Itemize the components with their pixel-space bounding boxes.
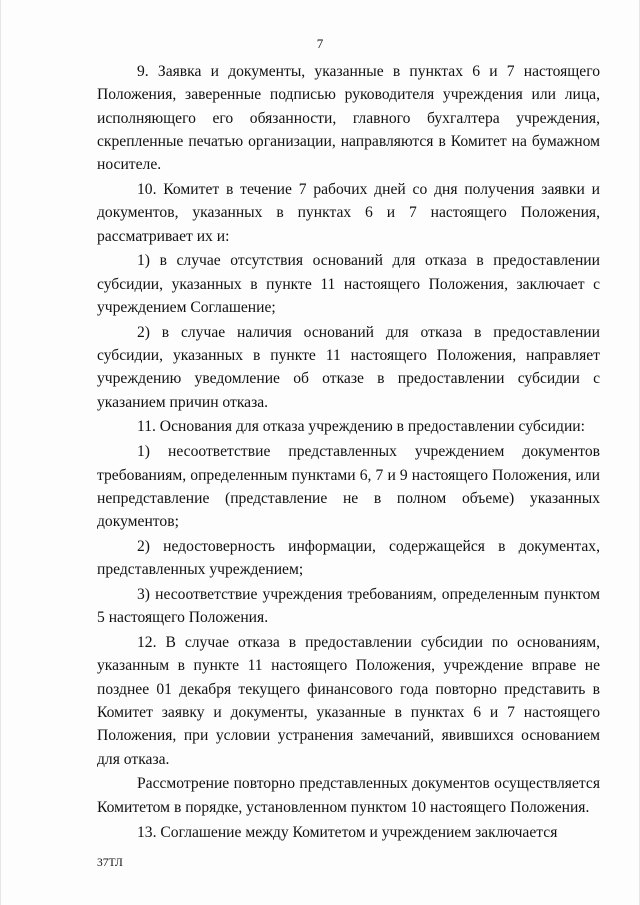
- paragraph-item-9: 9. Заявка и документы, указанные в пунктах 6 и 7 настоящего Положения, заверенные подписью руководителя учреждения или лица, исполняющего его обязанности, главного бухгалтера учреждения, скрепленные печатью организации, направляются в Комитет на бумажном носителе.: [97, 63, 600, 174]
- paragraph-item-10-sub-1: 1) в случае отсутствия оснований для отказа в предоставлении субсидии, указанных в пункте 11 настоящего Положения, заключает с учреждением Соглашение;: [97, 252, 600, 316]
- scan-left-edge: [0, 0, 1, 905]
- document-footer-code: 37ТЛ: [97, 857, 123, 869]
- paragraph-item-10-sub-2: 2) в случае наличия оснований для отказа в предоставлении субсидии, указанных в пункте 11 настоящего Положения, направляет учреждению уведомление об отказе в предоставлении субсидии с указанием причин отказа.: [97, 323, 600, 411]
- paragraph-item-11: 11. Основания для отказа учреждению в предоставлении субсидии:: [137, 418, 585, 436]
- paragraph-item-11-sub-2: 2) недостоверность информации, содержащейся в документах, представленных учреждением;: [97, 537, 600, 579]
- paragraph-item-11-sub-3: 3) несоответствие учреждения требованиям, определенным пунктом 5 настоящего Положения.: [97, 586, 600, 627]
- paragraph-item-12-continued: Рассмотрение повторно представленных документов осуществляется Комитетом в порядке, установленном пунктом 10 настоящего Положения.: [97, 775, 600, 816]
- paragraph-item-12: 12. В случае отказа в предоставлении субсидии по основаниям, указанным в пункте 11 настоящего Положения, учреждение вправе не позднее 01 декабря текущего финансового года повторно представить в Комитет заявку и документы, указанные в пунктах 6 и 7 настоящего Положения, при условии устранения замечаний, явившихся основанием для отказа.: [97, 634, 600, 768]
- paragraph-item-13: 13. Соглашение между Комитетом и учреждением заключается: [137, 823, 558, 841]
- paragraph-item-10: 10. Комитет в течение 7 рабочих дней со дня получения заявки и документов, указанных в пунктах 6 и 7 настоящего Положения, рассматривает их и:: [97, 180, 600, 245]
- document-body: [97, 60, 600, 845]
- paragraph-item-11-sub-1: 1) несоответствие представленных учреждением документов требованиям, определенным пунктами 6, 7 и 9 настоящего Положения, или непредставление (представление не в полном объеме) указанных документов;: [97, 443, 600, 531]
- page-number: 7: [316, 36, 324, 51]
